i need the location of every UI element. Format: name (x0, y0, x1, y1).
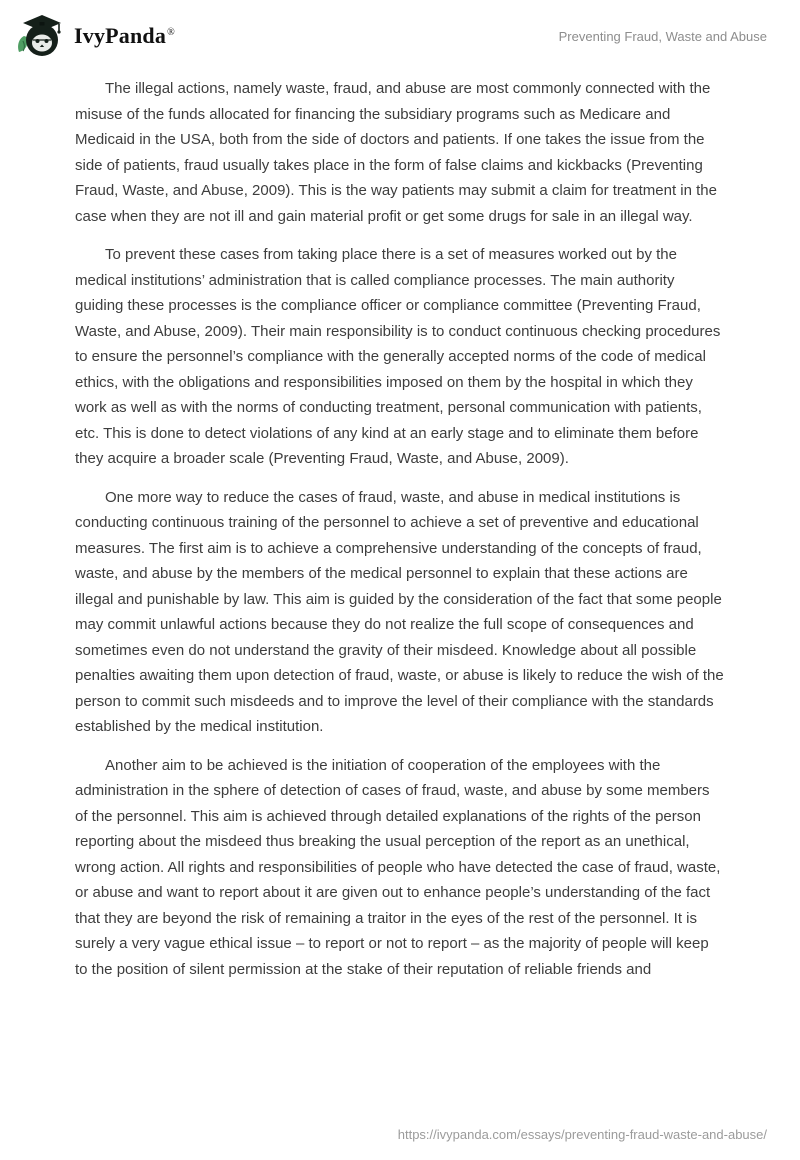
brand-name (74, 23, 175, 49)
source-url-link[interactable]: https://ivypanda.com/essays/preventing-fraud-waste-and-abuse/ (397, 1127, 767, 1142)
essay-paragraph-4: Another aim to be achieved is the initiation of cooperation of the employees with the administration in the sphere of detection of cases of fraud, waste, and abuse by some members of the personnel. This aim is achieved through detailed explanations of the rights of the person reporting about the misdeed thus breaking the usual perception of the report as an unethical, wrong action. All rights and responsibilities of people who have detected the case of fraud, waste, or abuse and want to report about it are given out to enhance people’s understanding of the fact that they are beyond the risk of remaining a traitor in the eyes of the rest of the personnel. It is surely a very vague ethical issue – to report or not to report – as the majority of people will keep to the position of silent permission at the stake of their reputation of reliable friends and (75, 756, 721, 978)
ivypanda-graduation-cap-logo-icon (16, 13, 62, 59)
essay-paragraph-2: To prevent these cases from taking place there is a set of measures worked out by the medical institutions’ administration that is called compliance processes. The main authority guiding these processes is the compliance officer or compliance committee (Preventing Fraud, Waste, and Abuse, 2009). Their main responsibility is to conduct continuous checking procedures to ensure the personnel’s compliance with the generally accepted norms of the code of medical ethics, with the obligations and responsibilities imposed on them by the hospital in which they work as well as with the norms of conducting treatment, personal communication with patients, etc. This is done to detect violations of any kind at an early stage and to eliminate them before they acquire a broader scale (Preventing Fraud, Waste, and Abuse, 2009). (75, 246, 721, 467)
essay-content (0, 62, 800, 982)
document-title: Preventing Fraud, Waste and Abuse (558, 28, 767, 44)
essay-paragraph-1: The illegal actions, namely waste, fraud, and abuse are most commonly connected with the misuse of the funds allocated for financing the subsidiary programs such as Medicare and Medicaid in the USA, both from the side of doctors and patients. If one takes the issue from the side of patients, fraud usually takes place in the form of false claims and kickbacks (Preventing Fraud, Waste, and Abuse, 2009). This is the way patients may submit a claim for treatment in the case when they are not ill and gain material profit or get some drugs for sale in an illegal way. (75, 80, 717, 225)
page-header (0, 0, 800, 62)
ivypanda-logo-link[interactable] (16, 13, 175, 59)
brand-name-text: IvyPanda (74, 23, 167, 48)
essay-paragraph-3: One more way to reduce the cases of fraud, waste, and abuse in medical institutions is conducting continuous training of the personnel to achieve a set of preventive and educational measures. The first aim is to achieve a comprehensive understanding of the concepts of fraud, waste, and abuse by the members of the medical personnel to explain that these actions are illegal and punishable by law. This aim is guided by the consideration of the fact that some people may commit unlawful actions because they do not realize the full scope of consequences and sometimes even do not understand the gravity of their misdeed. Knowledge about all possible penalties awaiting them upon detection of fraud, waste, or abuse is likely to reduce the wish of the person to commit such misdeeds and to improve the level of their compliance with the standards established by the medical institution. (75, 488, 724, 735)
registered-trademark-mark: ® (167, 26, 175, 38)
page-footer (398, 1126, 767, 1144)
